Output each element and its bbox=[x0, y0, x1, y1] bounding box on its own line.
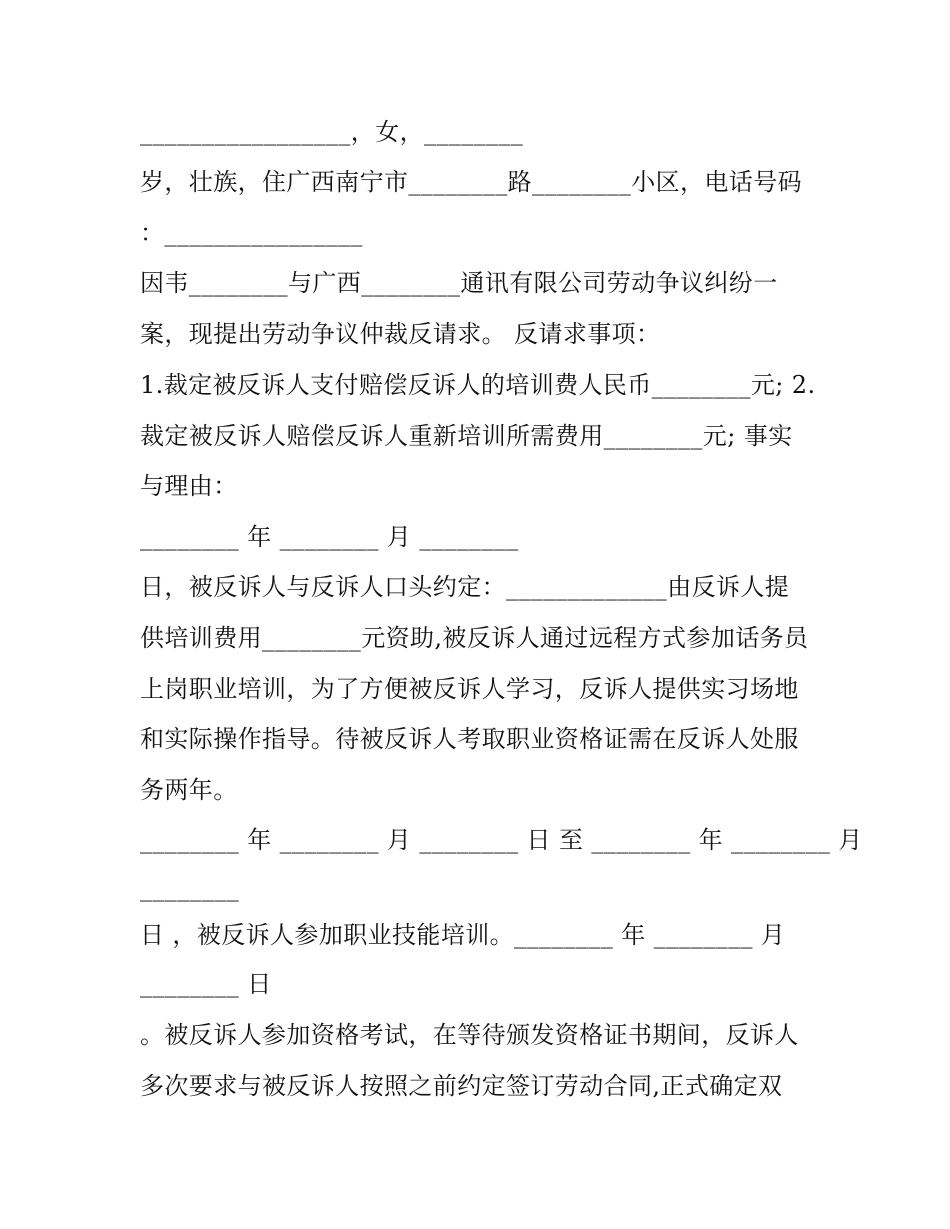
text-line: 日 ，被反诉人参加职业技能培训。________ 年 ________ 月 bbox=[140, 921, 786, 949]
text-line: ：________________ bbox=[140, 219, 363, 247]
text-line: 1.裁定被反诉人支付赔偿反诉人的培训费人民币________元; 2. bbox=[140, 371, 816, 399]
text-line: 案，现提出劳动争议仲裁反请求。 反请求事项： bbox=[140, 320, 661, 348]
text-line: 务两年。 bbox=[140, 776, 238, 804]
text-line: 供培训费用________元资助,被反诉人通过远程方式参加话务员 bbox=[140, 624, 809, 652]
text-line: 岁，壮族，住广西南宁市________路________小区，电话号码 bbox=[140, 168, 802, 196]
text-line: ________ 年 ________ 月 ________ 日 至 ________ 年 ________ 月 bbox=[140, 826, 863, 854]
text-line: ________ 日 bbox=[140, 970, 272, 998]
text-line: 和实际操作指导。待被反诉人考取职业资格证需在反诉人处服 bbox=[140, 725, 799, 753]
text-line: 裁定被反诉人赔偿反诉人重新培训所需费用________元; 事实 bbox=[140, 422, 793, 450]
text-line: ________ bbox=[140, 874, 240, 902]
text-line: 上岗职业培训，为了方便被反诉人学习，反诉人提供实习场地 bbox=[140, 675, 799, 703]
text-line: _________________，女，________ bbox=[140, 118, 524, 146]
text-line: ________ 年 ________ 月 ________ bbox=[140, 523, 519, 551]
text-line: 。被反诉人参加资格考试，在等待颁发资格证书期间，反诉人 bbox=[140, 1021, 799, 1049]
text-line: 多次要求与被反诉人按照之前约定签订劳动合同,正式确定双 bbox=[140, 1072, 783, 1100]
text-line: 日，被反诉人与反诉人口头约定：_____________由反诉人提 bbox=[140, 573, 790, 601]
text-line: 因韦________与广西________通讯有限公司劳动争议纠纷一 bbox=[140, 269, 778, 297]
text-line: 与理由： bbox=[140, 472, 238, 500]
